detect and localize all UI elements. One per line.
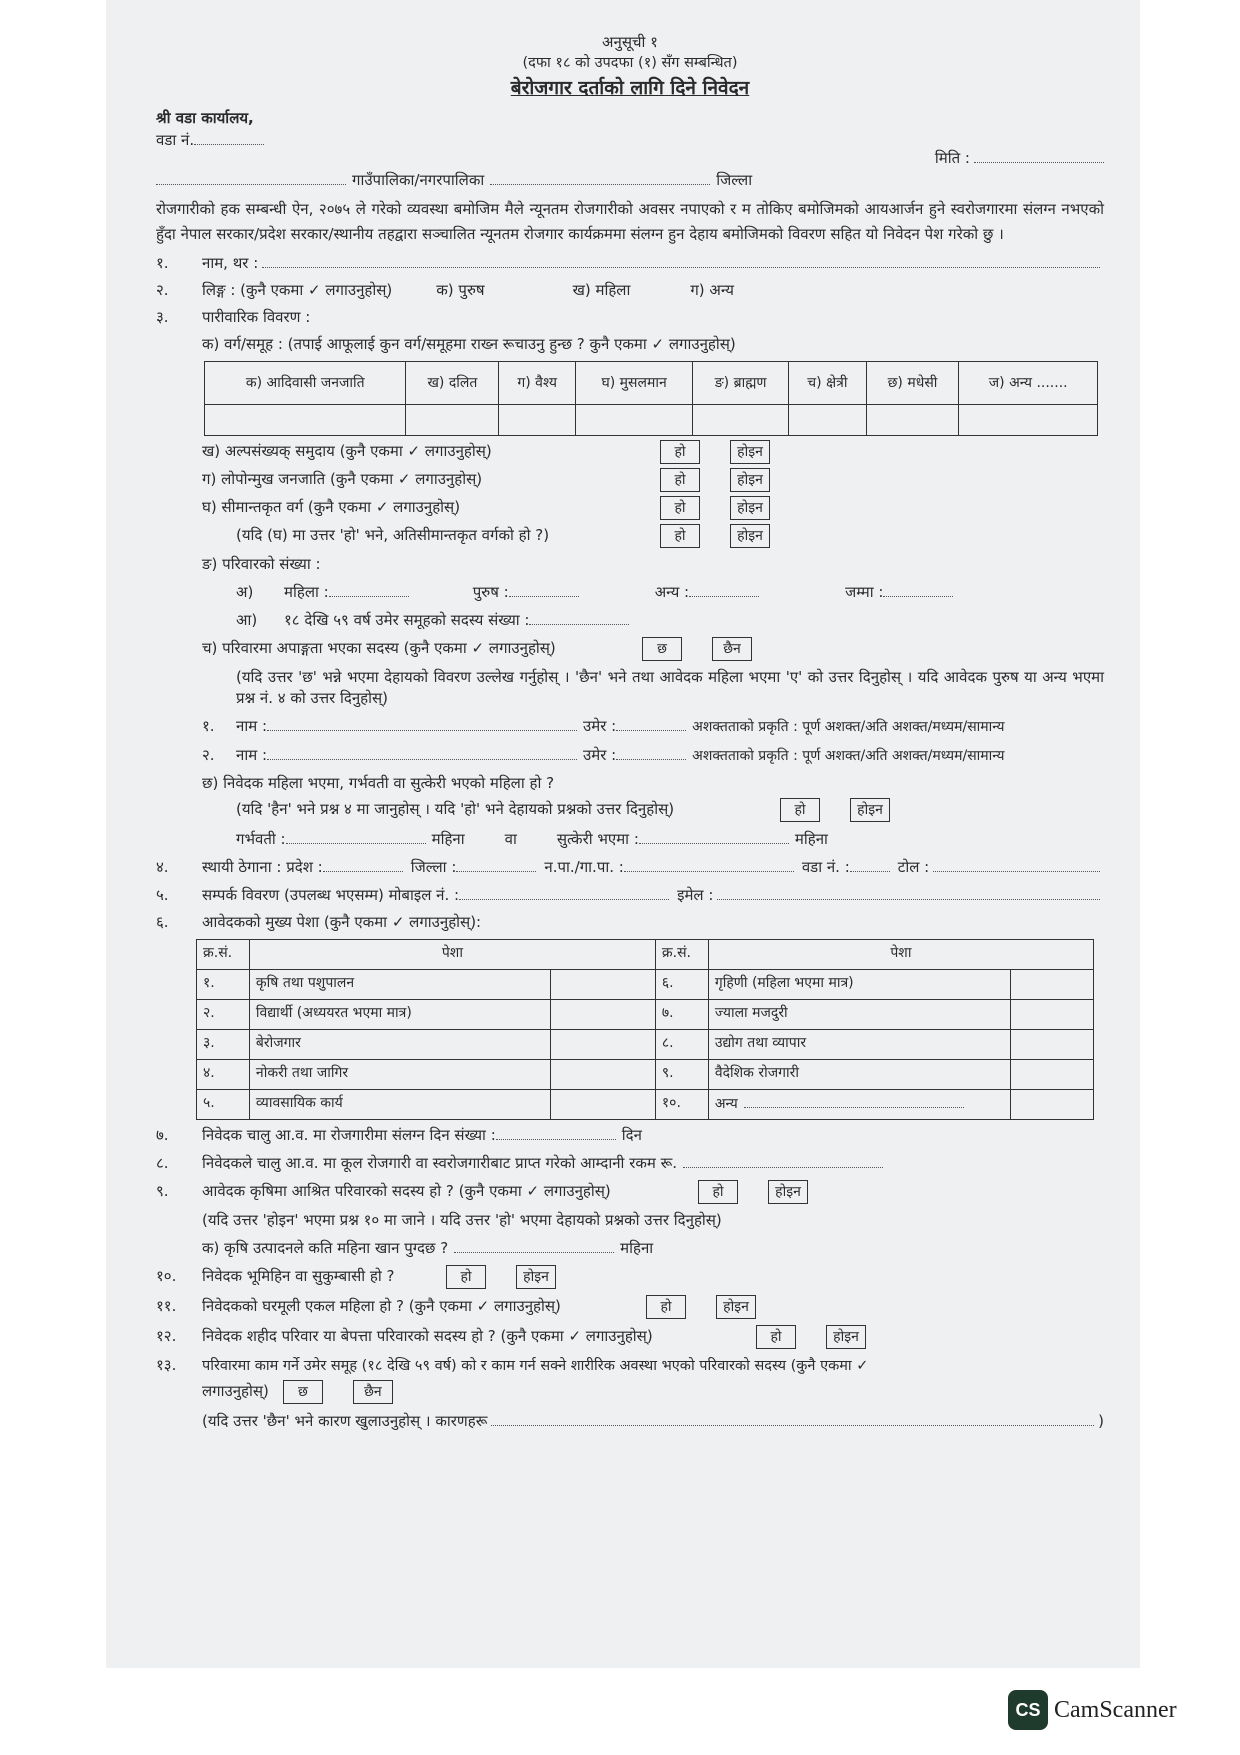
date-field[interactable] bbox=[974, 147, 1104, 163]
q3-number: ३. bbox=[156, 308, 169, 327]
postnatal-months-field[interactable] bbox=[639, 828, 789, 844]
q12-label: निवेदक शहीद परिवार या बेपत्ता परिवारको सदस्य हो ? (कुनै एकमा ✓ लगाउनुहोस्) bbox=[202, 1326, 653, 1345]
pregnant-question: छ) निवेदक महिला भएमा, गर्भवती वा सुत्केरी भएको महिला हो ? bbox=[202, 773, 555, 792]
female-count-label: महिला : bbox=[284, 583, 329, 602]
q7-number: ७. bbox=[156, 1125, 169, 1144]
occ-name: ज्याला मजदुरी bbox=[708, 999, 1011, 1029]
disabled-age-field[interactable] bbox=[616, 715, 686, 731]
occ-sn: ४. bbox=[197, 1059, 250, 1089]
occ-sn: २. bbox=[197, 999, 250, 1029]
camscanner-text: CamScanner bbox=[1054, 1696, 1177, 1723]
work-days-field[interactable] bbox=[496, 1124, 616, 1140]
q4-munic-field[interactable] bbox=[624, 856, 794, 872]
q12-number: १२. bbox=[156, 1326, 177, 1345]
months-label: महिना bbox=[431, 829, 465, 848]
caste-cell: घ) मुसलमान bbox=[576, 362, 693, 405]
col-occ-header: पेशा bbox=[708, 939, 1093, 969]
ward-label: वडा नं. bbox=[156, 130, 195, 149]
q8-number: ८. bbox=[156, 1153, 169, 1172]
food-months-field[interactable] bbox=[454, 1237, 614, 1253]
disability-nature: अशक्तताको प्रकृति : पूर्ण अशक्त/अति अशक्त/मध्यम/सामान्य bbox=[692, 747, 1005, 764]
able-member-hasnot-box[interactable]: छैन bbox=[353, 1380, 393, 1404]
occ-sn: ५. bbox=[197, 1089, 250, 1119]
able-member-has-box[interactable]: छ bbox=[283, 1380, 323, 1404]
q3a-label: क) वर्ग/समूह : (तपाई आफूलाई कुन वर्ग/समूहमा राख्न रूचाउनु हुन्छ ? कुनै एकमा ✓ लगाउनुहोस्) bbox=[202, 335, 736, 354]
ward-field[interactable] bbox=[194, 129, 264, 145]
email-field[interactable] bbox=[717, 884, 1100, 900]
agri-yes-box[interactable]: हो bbox=[698, 1180, 738, 1204]
q4-district-label: जिल्ला : bbox=[410, 857, 457, 876]
occ-checkbox[interactable] bbox=[551, 1029, 655, 1059]
caste-group-table bbox=[204, 361, 1098, 436]
q8-label: निवेदकले चालु आ.व. मा कूल रोजगारी वा स्वरोजगारीबाट प्राप्त गरेको आम्दानी रकम रू. bbox=[202, 1153, 678, 1172]
q1-label: नाम, थर : bbox=[202, 254, 259, 273]
occupation-table bbox=[196, 939, 1094, 1120]
days-label: दिन bbox=[621, 1125, 642, 1144]
minority-no-box[interactable]: होइन bbox=[730, 440, 770, 464]
q4-number: ४. bbox=[156, 857, 169, 876]
section-reference: (दफा १८ को उपदफा (१) सँग सम्बन्धित) bbox=[522, 55, 738, 71]
q1-number: १. bbox=[156, 254, 169, 273]
income-field[interactable] bbox=[683, 1152, 883, 1168]
caste-cell: ङ) ब्राह्मण bbox=[693, 362, 789, 405]
q13-label-cont: लगाउनुहोस्) bbox=[202, 1381, 269, 1400]
caste-checkbox[interactable] bbox=[499, 405, 576, 436]
single-woman-no-box[interactable]: होइन bbox=[716, 1295, 756, 1319]
other-count-field[interactable] bbox=[689, 581, 759, 597]
or-label: वा bbox=[504, 829, 517, 848]
q11-label: निवेदकको घरमूली एकल महिला हो ? (कुनै एकमा ✓ लगाउनुहोस्) bbox=[202, 1296, 561, 1315]
disabled-name-label: नाम : bbox=[236, 745, 268, 764]
disabled-name-label: नाम : bbox=[236, 717, 268, 736]
caste-cell: ग) वैश्य bbox=[499, 362, 576, 405]
occ-sn: ३. bbox=[197, 1029, 250, 1059]
q4-tole-field[interactable] bbox=[933, 856, 1100, 872]
q6-label: आवेदकको मुख्य पेशा (कुनै एकमा ✓ लगाउनुहोस्): bbox=[202, 912, 482, 931]
occ-sn: ८. bbox=[655, 1029, 708, 1059]
caste-checkbox[interactable] bbox=[789, 405, 867, 436]
occ-sn: १. bbox=[197, 969, 250, 999]
municipality-label: गाउँपालिका/नगरपालिका bbox=[352, 170, 485, 189]
col-occ-header: पेशा bbox=[249, 939, 655, 969]
occ-name bbox=[708, 1089, 1011, 1119]
family-count-label: ङ) परिवारको संख्या : bbox=[202, 555, 321, 574]
disabled-row-number: २. bbox=[202, 745, 215, 764]
q9-note: (यदि उत्तर 'होइन' भएमा प्रश्न १० मा जाने । यदि उत्तर 'हो' भएमा देहायको प्रश्नको उत्तर दिनुहोस्) bbox=[202, 1210, 722, 1229]
occ-name: विद्यार्थी (अध्ययरत भएमा मात्र) bbox=[249, 999, 551, 1029]
col-sn-header: क्र.सं. bbox=[655, 939, 708, 969]
marginalized-label: घ) सीमान्तकृत वर्ग (कुनै एकमा ✓ लगाउनुहोस्) bbox=[202, 498, 461, 517]
occ-name: व्यावसायिक कार्य bbox=[249, 1089, 551, 1119]
q13-number: १३. bbox=[156, 1355, 177, 1374]
q7-label: निवेदक चालु आ.व. मा रोजगारीमा संलग्न दिन संख्या : bbox=[202, 1125, 496, 1144]
q2-label: लिङ्ग : (कुनै एकमा ✓ लगाउनुहोस्) bbox=[202, 281, 393, 300]
marginalized-yes-box[interactable]: हो bbox=[660, 496, 700, 520]
occ-name: कृषि तथा पशुपालन bbox=[249, 969, 551, 999]
occ-checkbox[interactable] bbox=[551, 1089, 655, 1119]
occ-name: वैदेशिक रोजगारी bbox=[708, 1059, 1011, 1089]
camscanner-logo-icon: CS bbox=[1008, 1690, 1048, 1730]
caste-cell: च) क्षेत्री bbox=[789, 362, 867, 405]
q2-number: २. bbox=[156, 281, 169, 300]
occ-checkbox[interactable] bbox=[1011, 999, 1094, 1029]
occ-checkbox[interactable] bbox=[551, 1059, 655, 1089]
occ-name: नोकरी तथा जागिर bbox=[249, 1059, 551, 1089]
disability-hasnot-box[interactable]: छैन bbox=[712, 637, 752, 661]
addressee: श्री वडा कार्यालय, bbox=[156, 108, 254, 127]
mobile-field[interactable] bbox=[459, 884, 669, 900]
occ-checkbox[interactable] bbox=[1011, 1089, 1094, 1119]
caste-checkbox[interactable] bbox=[205, 405, 406, 436]
ultra-marginalized-label: (यदि (घ) मा उत्तर 'हो' भने, अतिसीमान्तकृत वर्गको हो ?) bbox=[236, 526, 550, 545]
q13-close: ) bbox=[1098, 1411, 1104, 1430]
endangered-label: ग) लोपोन्मुख जनजाति (कुनै एकमा ✓ लगाउनुहोस्) bbox=[202, 470, 483, 489]
form-title: बेरोजगार दर्ताको लागि दिने निवेदन bbox=[510, 77, 750, 100]
q13-label: परिवारमा काम गर्ने उमेर समूह (१८ देखि ५९ वर्ष) को र काम गर्न सक्ने शारीरिक अवस्था भएको परिवारको सदस्य (कुनै एकमा ✓ bbox=[202, 1357, 869, 1374]
form-paper bbox=[106, 0, 1140, 1668]
other-count-label: अन्य : bbox=[654, 583, 690, 602]
mobile-label: सम्पर्क विवरण (उपलब्ध भएसम्म) मोबाइल नं. : bbox=[202, 885, 460, 904]
q6-number: ६. bbox=[156, 912, 169, 931]
landless-no-box[interactable]: होइन bbox=[516, 1265, 556, 1289]
occ-name: उद्योग तथा व्यापार bbox=[708, 1029, 1011, 1059]
q4-ward-field[interactable] bbox=[850, 856, 890, 872]
q9-sub-label: क) कृषि उत्पादनले कति महिना खान पुग्दछ ? bbox=[202, 1238, 449, 1257]
occ-checkbox[interactable] bbox=[1011, 1029, 1094, 1059]
q4-province-label: स्थायी ठेगाना : प्रदेश : bbox=[202, 857, 323, 876]
q4-munic-label: न.पा./गा.पा. : bbox=[544, 857, 624, 876]
occ-name: बेरोजगार bbox=[249, 1029, 551, 1059]
postnatal-label: सुत्केरी भएमा : bbox=[556, 829, 639, 848]
occ-sn: ७. bbox=[655, 999, 708, 1029]
col-sn-header: क्र.सं. bbox=[197, 939, 250, 969]
months-label: महिना bbox=[794, 829, 828, 848]
disability-label: च) परिवारमा अपाङ्गता भएका सदस्य (कुनै एकमा ✓ लगाउनुहोस्) bbox=[202, 639, 556, 658]
occ-sn: ६. bbox=[655, 969, 708, 999]
total-count-label: जम्मा : bbox=[845, 583, 884, 602]
q10-number: १०. bbox=[156, 1266, 177, 1285]
caste-checkbox[interactable] bbox=[576, 405, 693, 436]
pregnant-no-box[interactable]: होइन bbox=[850, 798, 890, 822]
occ-checkbox[interactable] bbox=[1011, 1059, 1094, 1089]
disabled-name-field[interactable] bbox=[267, 715, 577, 731]
caste-checkbox[interactable] bbox=[866, 405, 959, 436]
caste-checkbox[interactable] bbox=[406, 405, 499, 436]
q11-number: ११. bbox=[156, 1296, 177, 1315]
district-field[interactable] bbox=[490, 169, 710, 185]
q4-district-field[interactable] bbox=[456, 856, 536, 872]
caste-cell: ज) अन्य ....... bbox=[959, 362, 1098, 405]
disabled-name-field[interactable] bbox=[267, 744, 577, 760]
pregnant-months-field[interactable] bbox=[286, 828, 426, 844]
family-b-prefix: आ) bbox=[236, 611, 258, 630]
q10-label: निवेदक भूमिहिन वा सुकुम्बासी हो ? bbox=[202, 1266, 395, 1285]
municipality-field[interactable] bbox=[156, 169, 346, 185]
gender-male-option[interactable]: क) पुरुष bbox=[436, 281, 485, 300]
endangered-no-box[interactable]: होइन bbox=[730, 468, 770, 492]
male-count-field[interactable] bbox=[509, 581, 579, 597]
schedule-label: अनुसूची १ bbox=[602, 33, 658, 51]
total-count-field[interactable] bbox=[883, 581, 953, 597]
single-woman-yes-box[interactable]: हो bbox=[646, 1295, 686, 1319]
pregnant-yes-box[interactable]: हो bbox=[780, 798, 820, 822]
occ-checkbox[interactable] bbox=[551, 999, 655, 1029]
occ-sn: १०. bbox=[655, 1089, 708, 1119]
caste-cell: क) आदिवासी जनजाति bbox=[205, 362, 406, 405]
disability-has-box[interactable]: छ bbox=[642, 637, 682, 661]
date-label: मिति : bbox=[934, 148, 970, 167]
martyr-yes-box[interactable]: हो bbox=[756, 1325, 796, 1349]
preamble: रोजगारीको हक सम्बन्धी ऐन, २०७५ ले गरेको व्यवस्था बमोजिम मैले न्यूनतम रोजगारीको अवसर नपाएको र म तोकिए बमोजिमको आयआर्जन हुने स्वरोजगारमा संलग्न नभएको हुँदा नेपाल सरकार/प्रदेश सरकार/स्थानीय तहद्वारा सञ्चालित न्यूनतम रोजगार कार्यक्रममा संलग्न हुन देहाय बमोजिमको विवरण सहित यो निवेदन पेश गरेको छु । bbox=[156, 199, 1104, 243]
q9-label: आवेदक कृषिमा आश्रित परिवारको सदस्य हो ? (कुनै एकमा ✓ लगाउनुहोस्) bbox=[202, 1181, 611, 1200]
q5-number: ५. bbox=[156, 885, 169, 904]
occ-other-field[interactable] bbox=[744, 1093, 964, 1108]
gender-female-option[interactable]: ख) महिला bbox=[572, 281, 631, 300]
family-a-prefix: अ) bbox=[236, 583, 254, 602]
disabled-age-label: उमेर : bbox=[583, 745, 617, 764]
caste-cell: छ) मधेसी bbox=[866, 362, 959, 405]
male-count-label: पुरुष : bbox=[472, 583, 509, 602]
province-field[interactable] bbox=[323, 856, 403, 872]
district-label: जिल्ला bbox=[716, 170, 753, 189]
ultra-marginalized-no-box[interactable]: होइन bbox=[730, 524, 770, 548]
marginalized-no-box[interactable]: होइन bbox=[730, 496, 770, 520]
q9-number: ९. bbox=[156, 1181, 169, 1200]
pregnant-note: (यदि 'हैन' भने प्रश्न ४ मा जानुहोस् । यदि 'हो' भने देहायको प्रश्नको उत्तर दिनुहोस्) bbox=[236, 799, 675, 818]
working-age-field[interactable] bbox=[529, 609, 629, 625]
name-field[interactable] bbox=[262, 252, 1100, 268]
caste-checkbox[interactable] bbox=[959, 405, 1098, 436]
gender-other-option[interactable]: ग) अन्य bbox=[690, 281, 735, 300]
endangered-yes-box[interactable]: हो bbox=[660, 468, 700, 492]
months-label: महिना bbox=[620, 1238, 654, 1257]
occ-sn: ९. bbox=[655, 1059, 708, 1089]
occ-checkbox[interactable] bbox=[551, 969, 655, 999]
camscanner-watermark bbox=[1008, 1690, 1177, 1730]
agri-no-box[interactable]: होइन bbox=[768, 1180, 808, 1204]
ultra-marginalized-yes-box[interactable]: हो bbox=[660, 524, 700, 548]
disability-note: (यदि उत्तर 'छ' भन्ने भएमा देहायको विवरण उल्लेख गर्नुहोस् । 'छैन' भने तथा आवेदक महिला भएमा 'ए' को उत्तर दिनुहोस् । यदि आवेदक पुरुष या अन्य भएमा प्रश्न नं. ४ को उत्तर दिनुहोस्) bbox=[236, 668, 1104, 708]
pregnant-months-label: गर्भवती : bbox=[236, 829, 286, 848]
q4-ward-label: वडा नं. : bbox=[801, 857, 850, 876]
martyr-no-box[interactable]: होइन bbox=[826, 1325, 866, 1349]
occ-name: गृहिणी (महिला भएमा मात्र) bbox=[708, 969, 1011, 999]
q4-tole-label: टोल : bbox=[897, 857, 930, 876]
disability-nature: अशक्तताको प्रकृति : पूर्ण अशक्त/अति अशक्त/मध्यम/सामान्य bbox=[692, 719, 1005, 736]
female-count-field[interactable] bbox=[329, 581, 409, 597]
caste-checkbox[interactable] bbox=[693, 405, 789, 436]
q13-note: (यदि उत्तर 'छैन' भने कारण खुलाउनुहोस् । कारणहरू bbox=[202, 1411, 488, 1430]
q3-label: पारीवारिक विवरण : bbox=[202, 308, 311, 327]
landless-yes-box[interactable]: हो bbox=[446, 1265, 486, 1289]
disabled-row-number: १. bbox=[202, 717, 215, 736]
caste-cell: ख) दलित bbox=[406, 362, 499, 405]
email-label: इमेल : bbox=[677, 885, 714, 904]
working-age-label: १८ देखि ५९ वर्ष उमेर समूहको सदस्य संख्या : bbox=[284, 611, 530, 630]
disabled-age-label: उमेर : bbox=[583, 717, 617, 736]
disabled-age-field[interactable] bbox=[616, 744, 686, 760]
occ-other-label: अन्य bbox=[714, 1096, 738, 1113]
reason-field[interactable] bbox=[491, 1410, 1094, 1426]
occ-checkbox[interactable] bbox=[1011, 969, 1094, 999]
minority-yes-box[interactable]: हो bbox=[660, 440, 700, 464]
minority-label: ख) अल्पसंख्यक् समुदाय (कुनै एकमा ✓ लगाउनुहोस्) bbox=[202, 442, 492, 461]
